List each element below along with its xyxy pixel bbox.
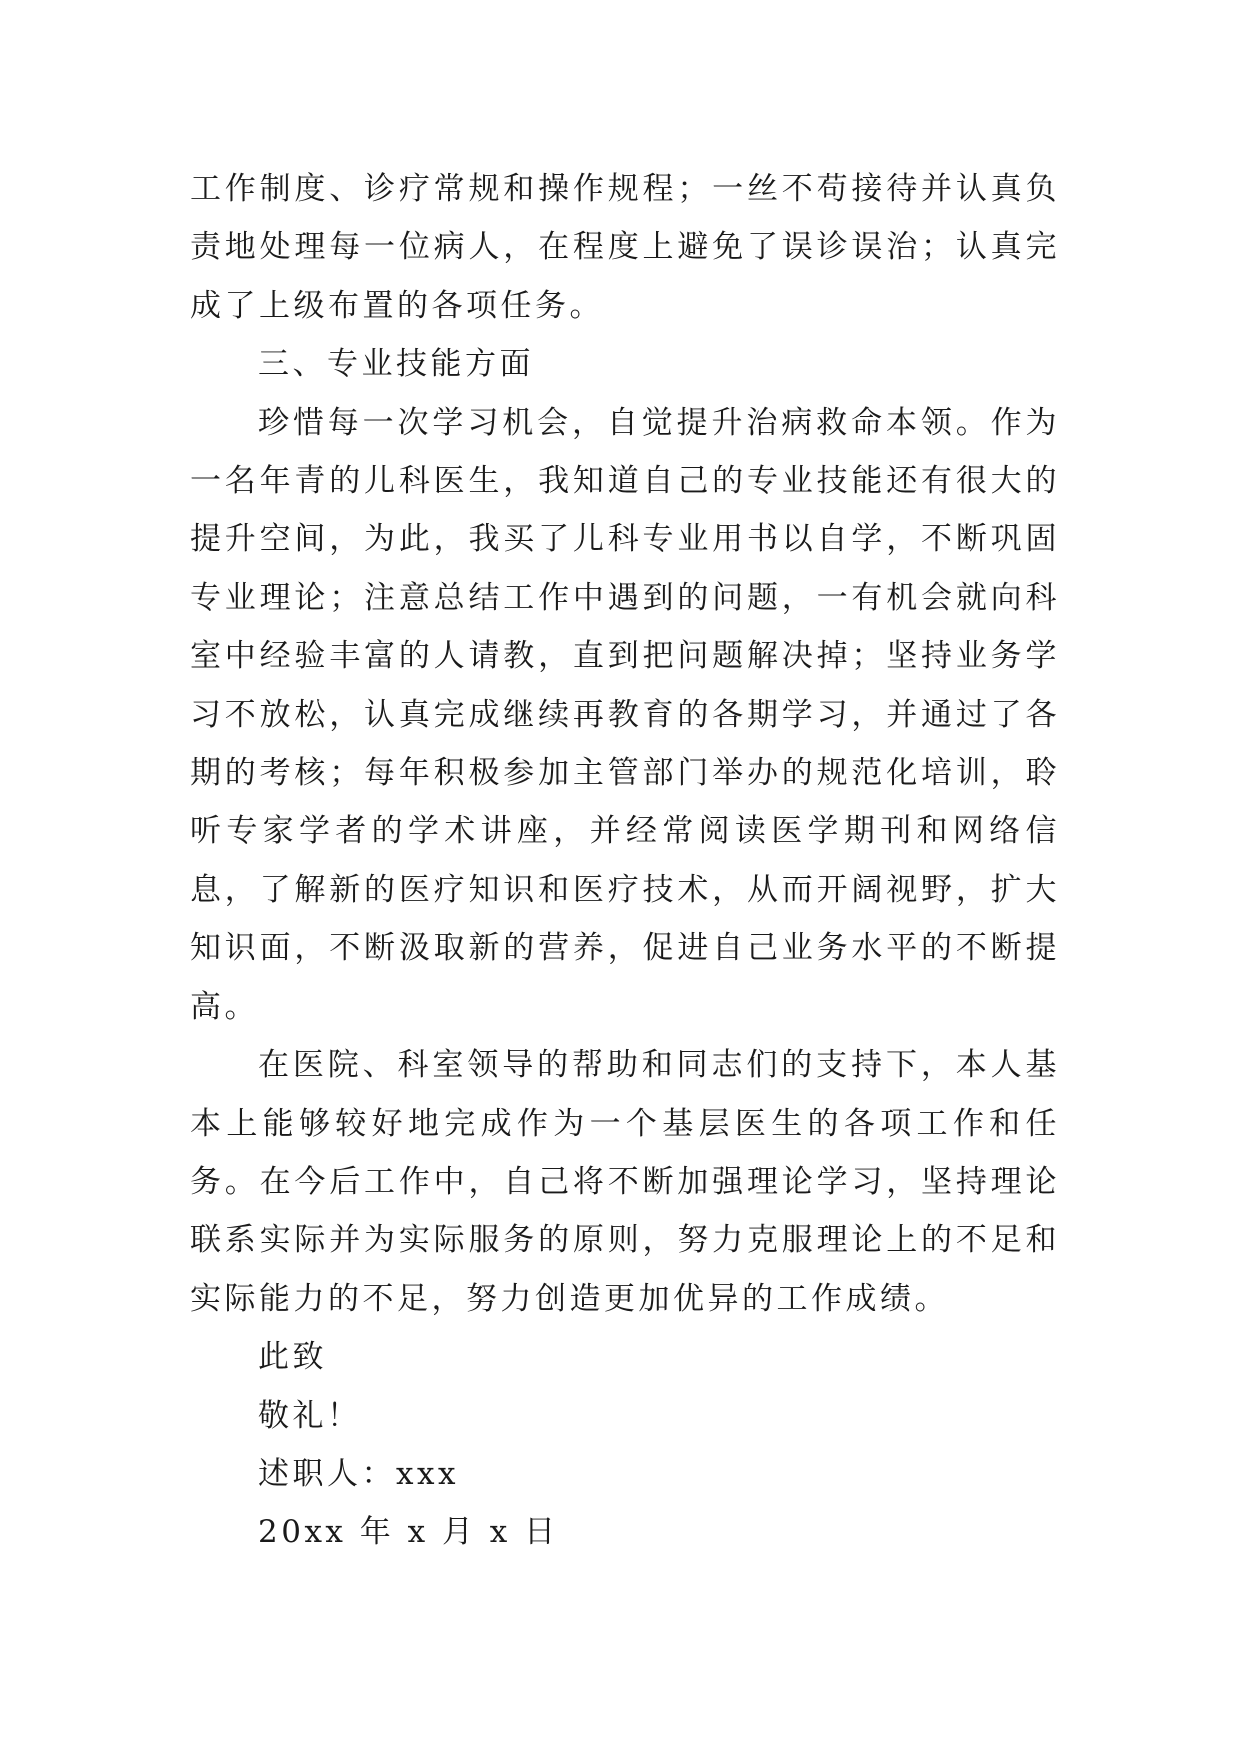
paragraph-conclusion: 在医院、科室领导的帮助和同志们的支持下，本人基本上能够较好地完成作为一个基层医生的各项工作和任务。在今后工作中，自己将不断加强理论学习，坚持理论联系实际并为实际服务的原则，努力克服理论上的不足和实际能力的不足，努力创造更加优异的工作成绩。 bbox=[190, 1047, 1060, 1317]
section-heading-professional-skills: 三、专业技能方面 bbox=[258, 346, 534, 383]
closing-salutation-1: 此致 bbox=[258, 1339, 327, 1376]
closing-salutation-2: 敬礼！ bbox=[258, 1397, 362, 1434]
signer-line: 述职人：xxx bbox=[258, 1455, 459, 1492]
paragraph-duties-continued: 工作制度、诊疗常规和操作规程；一丝不苟接待并认真负责地处理每一位病人，在程度上避免了误诊误治；认真完成了上级布置的各项任务。 bbox=[190, 171, 1060, 324]
paragraph-professional-skills: 珍惜每一次学习机会，自觉提升治病救命本领。作为一名年青的儿科医生，我知道自己的专业技能还有很大的提升空间，为此，我买了儿科专业用书以自学，不断巩固专业理论；注意总结工作中遇到的问题，一有机会就向科室中经验丰富的人请教，直到把问题解决掉；坚持业务学习不放松，认真完成继续再教育的各期学习，并通过了各期的考核；每年积极参加主管部门举办的规范化培训，聆听专家学者的学术讲座，并经常阅读医学期刊和网络信息，了解新的医疗知识和医疗技术，从而开阔视野，扩大知识面，不断汲取新的营养，促进自己业务水平的不断提高。 bbox=[190, 404, 1060, 1025]
date-line: 20xx 年 x 月 x 日 bbox=[258, 1514, 559, 1551]
document-body bbox=[190, 160, 1060, 1562]
